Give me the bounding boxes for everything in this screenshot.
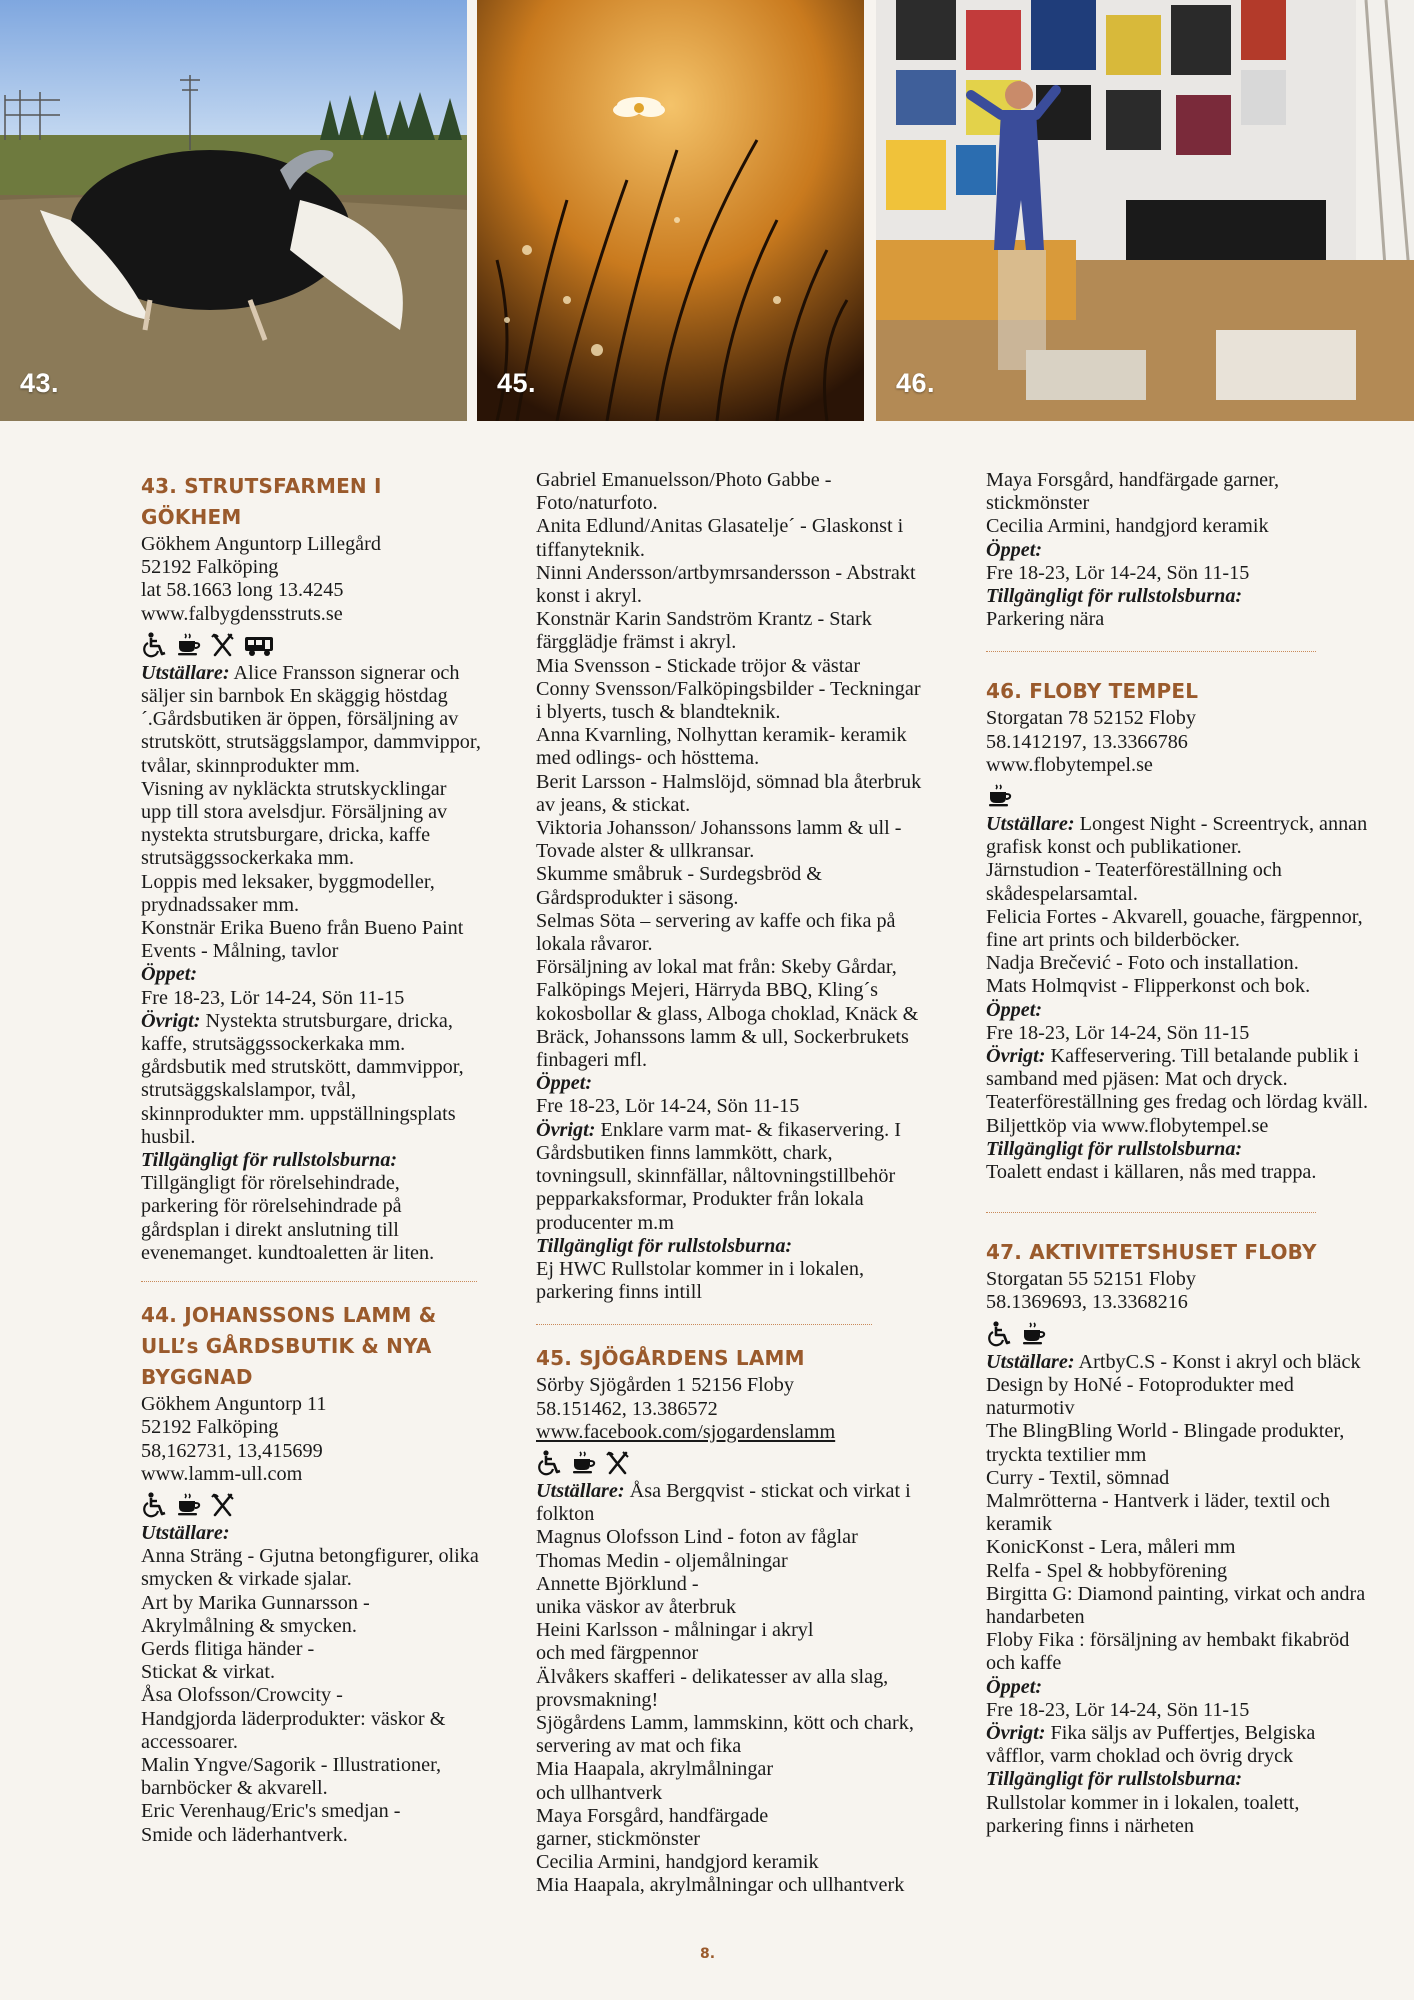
accessibility-label: Tillgängligt för rullstolsburna:: [986, 1137, 1243, 1160]
exhibitor-label: Utställare:: [141, 1521, 230, 1544]
venue-address: Sörby Sjögården 1 52156 Floby 58.151462, 13.386572: [536, 1374, 794, 1420]
photo-ostrich: [0, 0, 467, 421]
coffee-icon: [1020, 1321, 1048, 1347]
wheelchair-icon: [536, 1450, 564, 1476]
amenity-icons: [536, 1450, 926, 1476]
open-label: Öppet:: [986, 538, 1043, 561]
other-info: Övrigt: Kaffeservering. Till betalande publik i samband med pjäsen: Mat och dryck. Teaterföreställning ges fredag och lördag kväll. Biljettköp via www.flobytempel.se: [986, 1045, 1368, 1137]
photo-artist-studio: [876, 0, 1414, 421]
open-hours: Fre 18-23, Lör 14-24, Sön 11-15: [141, 986, 405, 1009]
open-hours: Fre 18-23, Lör 14-24, Sön 11-15: [986, 1698, 1250, 1721]
open-hours: Fre 18-23, Lör 14-24, Sön 11-15: [986, 561, 1250, 584]
accessibility-label: Tillgängligt för rullstolsburna:: [536, 1234, 793, 1257]
open-hours: Fre 18-23, Lör 14-24, Sön 11-15: [986, 1021, 1250, 1044]
accessibility-info: Ej HWC Rullstolar kommer in i lokalen, parkering finns intill: [536, 1257, 864, 1304]
amenity-icons: [141, 1492, 481, 1518]
photo-number: 46.: [896, 368, 936, 398]
exhibitors: Anna Sträng - Gjutna betongfigurer, olika smycken & virkade sjalar. Art by Marika Gunnarsson - Akrylmålning & smycken. Gerds flitiga händer - Stickat & virkat. Åsa Olofsson/Crowcity - Handgjorda läderprodukter: väskor & accessoarer. Malin Yngve/Sagorik - Illustrationer, barnböcker & akvarell. Eric Verenhaug/Eric's smedjan - Smide och läderhantverk.: [141, 1545, 479, 1846]
camper-icon: [243, 632, 277, 658]
divider: [141, 1281, 477, 1282]
coffee-icon: [986, 783, 1014, 809]
amenity-icons: [986, 1321, 1376, 1347]
column-1: [141, 471, 481, 1847]
accessibility-info: Tillgängligt för rörelsehindrade, parkering för rörelsehindrade på gårdsplan i direkt anslutning till evenemanget. kundtoaletten är liten.: [141, 1172, 435, 1264]
other-info: Övrigt: Enklare varm mat- & fikaservering. I Gårdsbutiken finns lammkött, chark, tovningsull, skinnfällar, nåltovningstillbehör pepparkaksformar, Produkter från lokala producenter m.m: [536, 1118, 901, 1234]
exhibitors: Utställare: Alice Fransson signerar och säljer sin barnbok En skäggig höstdag´.Gårdsbutiken är öppen, försäljning av strutskött, strutsäggslampor, dammvippor, tvålar, skinnprodukter mm. Visning av nykläckta strutskycklingar upp till stora avelsdjur. Försäljning av nystekta strutsburgare, dricka, kaffe strutsäggssockerkaka mm. Loppis med leksaker, byggmodeller, prydnadssaker mm. Konstnär Erika Bueno från Bueno Paint Events - Målning, tavlor: [141, 661, 481, 963]
exhibitors-continued: Maya Forsgård, handfärgade garner, stickmönster Cecilia Armini, handgjord keramik: [986, 469, 1280, 538]
exhibitors-continued: Gabriel Emanuelsson/Photo Gabbe - Foto/naturfoto. Anita Edlund/Anitas Glasatelje´ - Glaskonst i tiffanyteknik. Ninni Andersson/artbymrsandersson - Abstrakt konst i akryl. Konstnär Karin Sandström Krantz - Stark färgglädje främst i akryl. Mia Svensson - Stickade tröjor & västar Conny Svensson/Falköpingsbilder - Teckningar i blyerts, tusch & blandteknik. Anna Kvarnling, Nolhyttan keramik- keramik med odlings- och hösttema. Berit Larsson - Halmslöjd, sömnad bla återbruk av jeans, & stickat. Viktoria Johansson/ Johanssons lamm & ull - Tovade alster & ullkransar. Skumme småbruk - Surdegsbröd & Gårdsprodukter i säsong. Selmas Söta – servering av kaffe och fika på lokala råvaror. Försäljning av lokal mat från: Skeby Gårdar, Falköpings Mejeri, Härryda BBQ, Kling´s kokosbollar & glass, Alboga choklad, Knäck & Bräck, Johanssons lamm & ull, Sockerbrukets finbageri mfl.: [536, 469, 922, 1072]
venue-address: Gökhem Anguntorp Lillegård 52192 Falköping lat 58.1663 long 13.4245 www.falbygdensstruts.se: [141, 533, 381, 625]
open-label: Öppet:: [986, 1675, 1043, 1698]
divider: [986, 651, 1316, 652]
venue-title: 43. STRUTSFARMEN I GÖKHEM: [141, 474, 382, 529]
venue-link[interactable]: www.facebook.com/sjogardenslamm: [536, 1420, 836, 1443]
photo-number: 45.: [497, 368, 537, 398]
venue-address: Gökhem Anguntorp 11 52192 Falköping 58,162731, 13,415699 www.lamm-ull.com: [141, 1393, 327, 1485]
exhibitors: Utställare: Åsa Bergqvist - stickat och virkat i folkton Magnus Olofsson Lind - foton av fåglar Thomas Medin - oljemålningar Annette Björklund - unika väskor av återbruk Heini Karlsson - målningar i akryl och med färgpennor Älvåkers skafferi - delikatesser av alla slag, provsmakning! Sjögårdens Lamm, lammskinn, kött och chark, servering av mat och fika Mia Haapala, akrylmålningar och ullhantverk Maya Forsgård, handfärgade garner, stickmönster Cecilia Armini, handgjord keramik Mia Haapala, akrylmålningar och ullhantverk: [536, 1479, 914, 1897]
open-hours: Fre 18-23, Lör 14-24, Sön 11-15: [536, 1095, 800, 1118]
wheelchair-icon: [141, 632, 169, 658]
column-2: [536, 469, 926, 1898]
divider: [986, 1212, 1316, 1213]
accessibility-label: Tillgängligt för rullstolsburna:: [986, 585, 1243, 608]
open-label: Öppet:: [536, 1072, 593, 1095]
fork-knife-icon: [209, 632, 237, 658]
divider: [536, 1324, 872, 1325]
coffee-icon: [175, 1492, 203, 1518]
venue-title: 47. AKTIVITETSHUSET FLOBY: [986, 1240, 1317, 1265]
fork-knife-icon: [209, 1492, 237, 1518]
wheelchair-icon: [141, 1492, 169, 1518]
coffee-icon: [570, 1450, 598, 1476]
page-number: 8.: [700, 1946, 716, 1962]
accessibility-label: Tillgängligt för rullstolsburna:: [986, 1768, 1243, 1791]
amenity-icons: [986, 783, 1376, 809]
exhibitors: Utställare: ArtbyC.S - Konst i akryl och bläck Design by HoNé - Fotoprodukter med naturmotiv The BlingBling World - Blingade produkter, tryckta textilier mm Curry - Textil, sömnad Malmrötterna - Hantverk i läder, textil och keramik KonicKonst - Lera, måleri mm Relfa - Spel & hobbyförening Birgitta G: Diamond painting, virkat och andra handarbeten Floby Fika : försäljning av hembakt fikabröd och kaffe: [986, 1350, 1366, 1675]
exhibitors: Utställare: Longest Night - Screentryck, annan grafisk konst och publikationer. Järnstudion - Teaterföreställning och skådespelarsamtal. Felicia Fortes - Akvarell, gouache, färgpennor, fine art prints och bilderböcker. Nadja Brečević - Foto och installation. Mats Holmqvist - Flipperkonst och bok.: [986, 813, 1368, 998]
other-info: Övrigt: Fika säljs av Puffertjes, Belgiska våfflor, varm choklad och övrig dryck: [986, 1721, 1316, 1768]
accessibility-info: Rullstolar kommer in i lokalen, toalett, parkering finns i närheten: [986, 1791, 1300, 1837]
venue-address: Storgatan 78 52152 Floby 58.1412197, 13.3366786 www.flobytempel.se: [986, 707, 1196, 776]
photo-flower-painting: [477, 0, 864, 421]
column-3: [986, 469, 1376, 1838]
accessibility-info: Toalett endast i källaren, nås med trappa.: [986, 1161, 1317, 1184]
venue-address: Storgatan 55 52151 Floby 58.1369693, 13.3368216: [986, 1268, 1196, 1314]
venue-title: 44. JOHANSSONS LAMM & ULL’s GÅRDSBUTIK & NYA BYGGNAD: [141, 1303, 437, 1390]
open-label: Öppet:: [141, 963, 198, 986]
photo-number: 43.: [20, 368, 60, 398]
accessibility-info: Parkering nära: [986, 608, 1105, 631]
venue-title: 45. SJÖGÅRDENS LAMM: [536, 1346, 805, 1371]
coffee-icon: [175, 632, 203, 658]
wheelchair-icon: [986, 1321, 1014, 1347]
fork-knife-icon: [604, 1450, 632, 1476]
venue-title: 46. FLOBY TEMPEL: [986, 679, 1199, 704]
amenity-icons: [141, 632, 481, 658]
other-info: Övrigt: Nystekta strutsburgare, dricka, kaffe, strutsäggssockerkaka mm. gårdsbutik med strutskött, dammvippor, strutsäggskalslampor, tvål, skinnprodukter mm. uppställningsplats husbil.: [141, 1009, 464, 1148]
accessibility-label: Tillgängligt för rullstolsburna:: [141, 1149, 398, 1172]
open-label: Öppet:: [986, 998, 1043, 1021]
